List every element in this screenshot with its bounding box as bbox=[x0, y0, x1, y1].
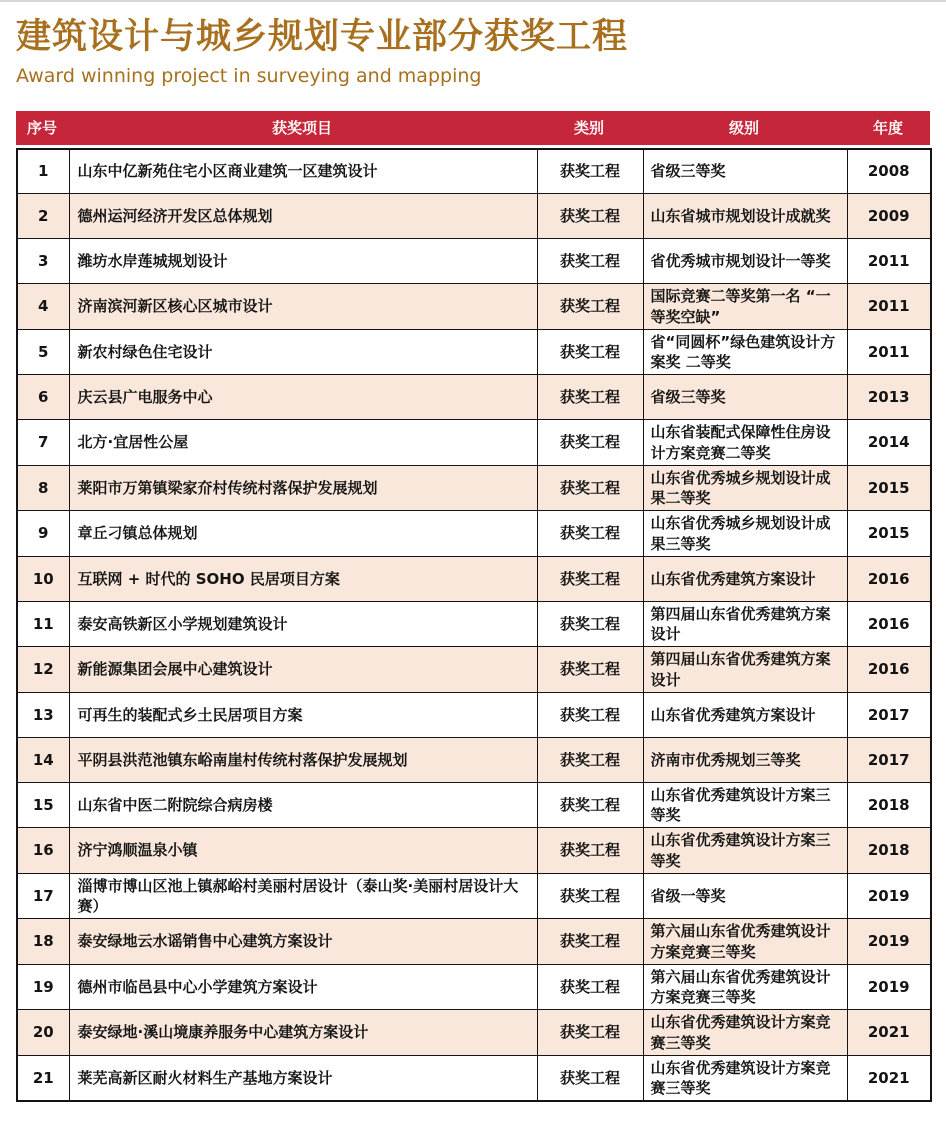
cell-level: 山东省优秀建筑设计方案三等奖 bbox=[643, 782, 847, 828]
table-row bbox=[17, 873, 931, 919]
cell-project: 互联网 + 时代的 SOHO 民居项目方案 bbox=[69, 556, 537, 601]
cell-project: 新能源集团会展中心建筑设计 bbox=[69, 647, 537, 693]
cell-category: 获奖工程 bbox=[537, 511, 643, 557]
cell-year: 2018 bbox=[847, 828, 931, 874]
cell-no: 9 bbox=[17, 511, 69, 557]
cell-year: 2013 bbox=[847, 375, 931, 420]
cell-project: 潍坊水岸莲城规划设计 bbox=[69, 239, 537, 284]
cell-level: 山东省优秀建筑方案设计 bbox=[643, 692, 847, 737]
cell-level: 山东省装配式保障性住房设计方案竞赛二等奖 bbox=[643, 420, 847, 466]
page-title: 建筑设计与城乡规划专业部分获奖工程 bbox=[16, 17, 629, 57]
cell-category: 获奖工程 bbox=[537, 828, 643, 874]
cell-level: 山东省城市规划设计成就奖 bbox=[643, 194, 847, 239]
awards-table-body bbox=[17, 149, 931, 1102]
table-row bbox=[17, 194, 931, 239]
cell-level: 山东省优秀城乡规划设计成果二等奖 bbox=[643, 465, 847, 511]
table-row bbox=[17, 737, 931, 782]
cell-project: 庆云县广电服务中心 bbox=[69, 375, 537, 420]
cell-year: 2019 bbox=[847, 919, 931, 965]
cell-year: 2015 bbox=[847, 511, 931, 557]
table-row bbox=[17, 782, 931, 828]
cell-year: 2008 bbox=[847, 149, 931, 194]
cell-project: 平阴县洪范池镇东峪南崖村传统村落保护发展规划 bbox=[69, 737, 537, 782]
column-header-level: 级别 bbox=[728, 119, 759, 138]
cell-project: 北方·宜居性公屋 bbox=[69, 420, 537, 466]
cell-year: 2021 bbox=[847, 1010, 931, 1056]
cell-level: 国际竞赛二等奖第一名 “一等奖空缺” bbox=[643, 284, 847, 330]
cell-no: 19 bbox=[17, 964, 69, 1010]
cell-year: 2014 bbox=[847, 420, 931, 466]
table-row bbox=[17, 1055, 931, 1101]
cell-category: 获奖工程 bbox=[537, 1055, 643, 1101]
cell-category: 获奖工程 bbox=[537, 601, 643, 647]
cell-level: 第四届山东省优秀建筑方案设计 bbox=[643, 601, 847, 647]
cell-project: 泰安高铁新区小学规划建筑设计 bbox=[69, 601, 537, 647]
cell-category: 获奖工程 bbox=[537, 1010, 643, 1056]
table-row bbox=[17, 601, 931, 647]
cell-no: 4 bbox=[17, 284, 69, 330]
column-header-no: 序号 bbox=[26, 119, 57, 138]
table-row bbox=[17, 420, 931, 466]
cell-year: 2017 bbox=[847, 692, 931, 737]
table-row bbox=[17, 149, 931, 194]
cell-category: 获奖工程 bbox=[537, 239, 643, 284]
page-subtitle: Award winning project in surveying and mapping bbox=[16, 64, 482, 87]
table-row bbox=[17, 329, 931, 375]
cell-year: 2015 bbox=[847, 465, 931, 511]
cell-category: 获奖工程 bbox=[537, 647, 643, 693]
cell-no: 2 bbox=[17, 194, 69, 239]
cell-project: 德州市临邑县中心小学建筑方案设计 bbox=[69, 964, 537, 1010]
cell-project: 泰安绿地云水谣销售中心建筑方案设计 bbox=[69, 919, 537, 965]
cell-project: 莱芜高新区耐火材料生产基地方案设计 bbox=[69, 1055, 537, 1101]
awards-table-grid bbox=[16, 148, 932, 1103]
cell-project: 济宁鸿顺温泉小镇 bbox=[69, 828, 537, 874]
cell-category: 获奖工程 bbox=[537, 149, 643, 194]
cell-no: 17 bbox=[17, 873, 69, 919]
cell-category: 获奖工程 bbox=[537, 737, 643, 782]
cell-no: 15 bbox=[17, 782, 69, 828]
cell-project: 德州运河经济开发区总体规划 bbox=[69, 194, 537, 239]
cell-year: 2011 bbox=[847, 239, 931, 284]
cell-no: 20 bbox=[17, 1010, 69, 1056]
table-row bbox=[17, 692, 931, 737]
cell-level: 第六届山东省优秀建筑设计方案竞赛三等奖 bbox=[643, 919, 847, 965]
cell-level: 省级三等奖 bbox=[643, 149, 847, 194]
cell-level: 省级三等奖 bbox=[643, 375, 847, 420]
cell-year: 2016 bbox=[847, 556, 931, 601]
cell-no: 7 bbox=[17, 420, 69, 466]
cell-no: 16 bbox=[17, 828, 69, 874]
cell-project: 莱阳市万第镇梁家夼村传统村落保护发展规划 bbox=[69, 465, 537, 511]
column-header-project: 获奖项目 bbox=[271, 119, 332, 138]
cell-level: 第四届山东省优秀建筑方案设计 bbox=[643, 647, 847, 693]
cell-no: 12 bbox=[17, 647, 69, 693]
cell-level: 济南市优秀规划三等奖 bbox=[643, 737, 847, 782]
cell-level: 山东省优秀建筑方案设计 bbox=[643, 556, 847, 601]
table-row bbox=[17, 465, 931, 511]
cell-no: 10 bbox=[17, 556, 69, 601]
cell-year: 2017 bbox=[847, 737, 931, 782]
cell-level: 山东省优秀城乡规划设计成果三等奖 bbox=[643, 511, 847, 557]
table-row bbox=[17, 1010, 931, 1056]
cell-level: 省“同圆杯”绿色建筑设计方案奖 二等奖 bbox=[643, 329, 847, 375]
cell-year: 2016 bbox=[847, 601, 931, 647]
cell-no: 3 bbox=[17, 239, 69, 284]
cell-project: 泰安绿地·溪山境康养服务中心建筑方案设计 bbox=[69, 1010, 537, 1056]
cell-project: 章丘刁镇总体规划 bbox=[69, 511, 537, 557]
cell-project: 新农村绿色住宅设计 bbox=[69, 329, 537, 375]
cell-year: 2011 bbox=[847, 284, 931, 330]
cell-year: 2019 bbox=[847, 964, 931, 1010]
cell-year: 2009 bbox=[847, 194, 931, 239]
cell-year: 2021 bbox=[847, 1055, 931, 1101]
cell-category: 获奖工程 bbox=[537, 919, 643, 965]
column-header-year: 年度 bbox=[872, 119, 903, 138]
cell-level: 省优秀城市规划设计一等奖 bbox=[643, 239, 847, 284]
cell-year: 2011 bbox=[847, 329, 931, 375]
cell-no: 18 bbox=[17, 919, 69, 965]
cell-category: 获奖工程 bbox=[537, 873, 643, 919]
cell-no: 5 bbox=[17, 329, 69, 375]
cell-no: 13 bbox=[17, 692, 69, 737]
cell-year: 2018 bbox=[847, 782, 931, 828]
cell-category: 获奖工程 bbox=[537, 194, 643, 239]
cell-level: 省级一等奖 bbox=[643, 873, 847, 919]
cell-level: 山东省优秀建筑设计方案三等奖 bbox=[643, 828, 847, 874]
cell-level: 山东省优秀建筑设计方案竞赛三等奖 bbox=[643, 1010, 847, 1056]
column-header-category: 类别 bbox=[573, 119, 604, 138]
cell-no: 21 bbox=[17, 1055, 69, 1101]
cell-no: 1 bbox=[17, 149, 69, 194]
table-row bbox=[17, 556, 931, 601]
cell-project: 山东中亿新苑住宅小区商业建筑一区建筑设计 bbox=[69, 149, 537, 194]
cell-year: 2016 bbox=[847, 647, 931, 693]
table-row bbox=[17, 647, 931, 693]
cell-category: 获奖工程 bbox=[537, 329, 643, 375]
cell-project: 山东省中医二附院综合病房楼 bbox=[69, 782, 537, 828]
cell-category: 获奖工程 bbox=[537, 964, 643, 1010]
cell-project: 济南滨河新区核心区城市设计 bbox=[69, 284, 537, 330]
cell-category: 获奖工程 bbox=[537, 420, 643, 466]
cell-no: 14 bbox=[17, 737, 69, 782]
cell-year: 2019 bbox=[847, 873, 931, 919]
table-header-row bbox=[16, 111, 930, 145]
cell-project: 淄博市博山区池上镇郝峪村美丽村居设计（泰山奖·美丽村居设计大赛） bbox=[69, 873, 537, 919]
cell-project: 可再生的装配式乡土民居项目方案 bbox=[69, 692, 537, 737]
cell-category: 获奖工程 bbox=[537, 692, 643, 737]
table-row bbox=[17, 284, 931, 330]
page bbox=[0, 2, 946, 1102]
cell-category: 获奖工程 bbox=[537, 284, 643, 330]
awards-table bbox=[16, 111, 930, 1103]
cell-no: 6 bbox=[17, 375, 69, 420]
table-row bbox=[17, 511, 931, 557]
table-row bbox=[17, 964, 931, 1010]
table-row bbox=[17, 375, 931, 420]
table-row bbox=[17, 919, 931, 965]
cell-category: 获奖工程 bbox=[537, 465, 643, 511]
cell-category: 获奖工程 bbox=[537, 556, 643, 601]
cell-no: 8 bbox=[17, 465, 69, 511]
cell-no: 11 bbox=[17, 601, 69, 647]
cell-level: 山东省优秀建筑设计方案竞赛三等奖 bbox=[643, 1055, 847, 1101]
table-row bbox=[17, 239, 931, 284]
cell-level: 第六届山东省优秀建筑设计方案竞赛三等奖 bbox=[643, 964, 847, 1010]
cell-category: 获奖工程 bbox=[537, 375, 643, 420]
cell-category: 获奖工程 bbox=[537, 782, 643, 828]
table-row bbox=[17, 828, 931, 874]
